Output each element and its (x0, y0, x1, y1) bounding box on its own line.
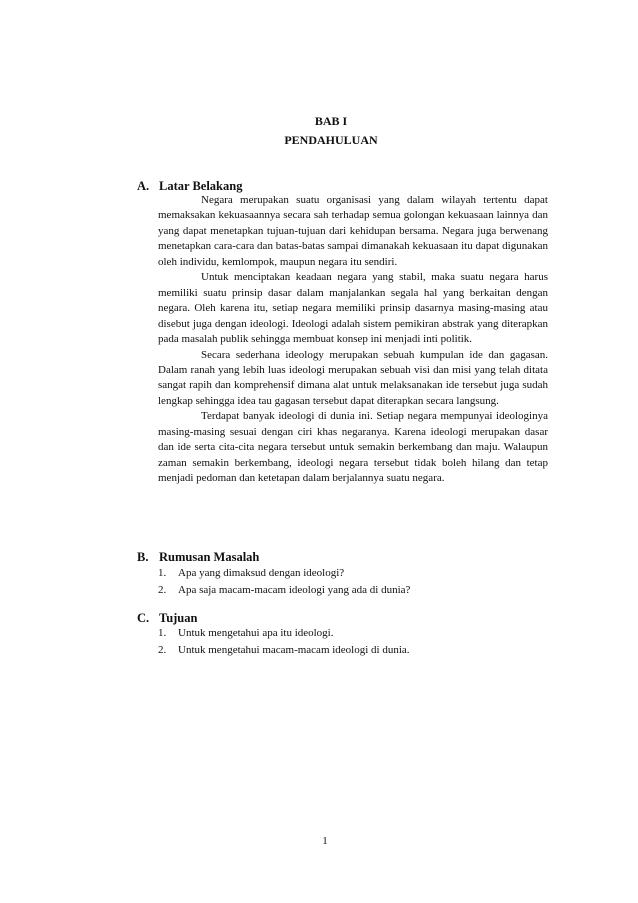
list-text: Untuk mengetahui macam-macam ideologi di dunia. (178, 643, 410, 656)
list-number: 1. (158, 567, 167, 579)
list-item (158, 625, 548, 642)
paragraph: Untuk menciptakan keadaan negara yang stabil, maka suatu negara harus memiliki suatu prinsip dasar dalam manjalankan segala hal yang berkaitan dengan negara. Oleh karena itu, setiap negara memiliki prinsip dasarnya masing-masing atau disebut juga dengan ideologi. Ideologi adalah sistem pemikiran abstrak yang diterapkan pada masalah publik sehingga membuat konsep ini menjadi inti politik. (158, 271, 548, 346)
chapter-number: BAB I (314, 114, 348, 128)
chapter-title: PENDAHULUAN (284, 133, 378, 147)
section-heading-rumusan-masalah (137, 549, 259, 565)
section-heading-latar-belakang (137, 178, 242, 194)
page-number: 1 (322, 835, 328, 847)
section-heading-tujuan (137, 610, 197, 626)
section-letter: A. (137, 179, 150, 193)
section-title: Latar Belakang (159, 179, 243, 193)
section-letter: C. (137, 611, 150, 625)
list-number: 1. (158, 627, 167, 639)
list-item (158, 642, 548, 659)
paragraph: Negara merupakan suatu organisasi yang dalam wilayah tertentu dapat memaksakan kekuasaannya secara sah terhadap semua golongan kekuasaan lainnya dan yang dapat menetapkan tujuan-tujuan dari kehidupan bersama. Negara juga berwenang menetapkan cara-cara dan batas-batas sampai dimanakah kekuasaan itu dapat digunakan oleh individu, kemlompok, maupun negara itu sendiri. (158, 194, 548, 268)
tujuan-list (158, 625, 548, 658)
rumusan-masalah-list (158, 565, 548, 598)
list-number: 2. (158, 643, 167, 656)
list-number: 2. (158, 583, 167, 596)
list-item (158, 565, 548, 582)
section-body-latar-belakang (158, 193, 548, 487)
section-title: Tujuan (159, 611, 198, 625)
section-title: Rumusan Masalah (159, 550, 260, 564)
list-text: Apa saja macam-macam ideologi yang ada di dunia? (178, 583, 411, 596)
section-letter: B. (137, 550, 149, 564)
list-text: Untuk mengetahui apa itu ideologi. (178, 627, 334, 639)
paragraph: Secara sederhana ideology merupakan sebuah kumpulan ide dan gagasan. Dalam ranah yang lebih luas ideologi merupakan sebuah visi dan misi yang telah ditata sangat rapih dan komprehensif dimana alat untuk melaksanakan ide tersebut juga sudah lengkap sehingga idea tau gagasan tersebut dapat diterapkan secara langsung. (158, 348, 548, 407)
list-item (158, 582, 548, 599)
paragraph: Terdapat banyak ideologi di dunia ini. Setiap negara mempunyai ideologinya masing-masing sesuai dengan ciri khas negaranya. Karena ideologi merupakan dasar dan ide serta cita-cita negara tersebut untuk semakin berkembang dan maju. Walaupun zaman semakin berkembang, ideologi negara tersebut tidak boleh hilang dan tetap menjadi pedoman dan ketetapan dalam berjalannya suatu negara. (158, 410, 548, 485)
list-text: Apa yang dimaksud dengan ideologi? (178, 567, 345, 579)
